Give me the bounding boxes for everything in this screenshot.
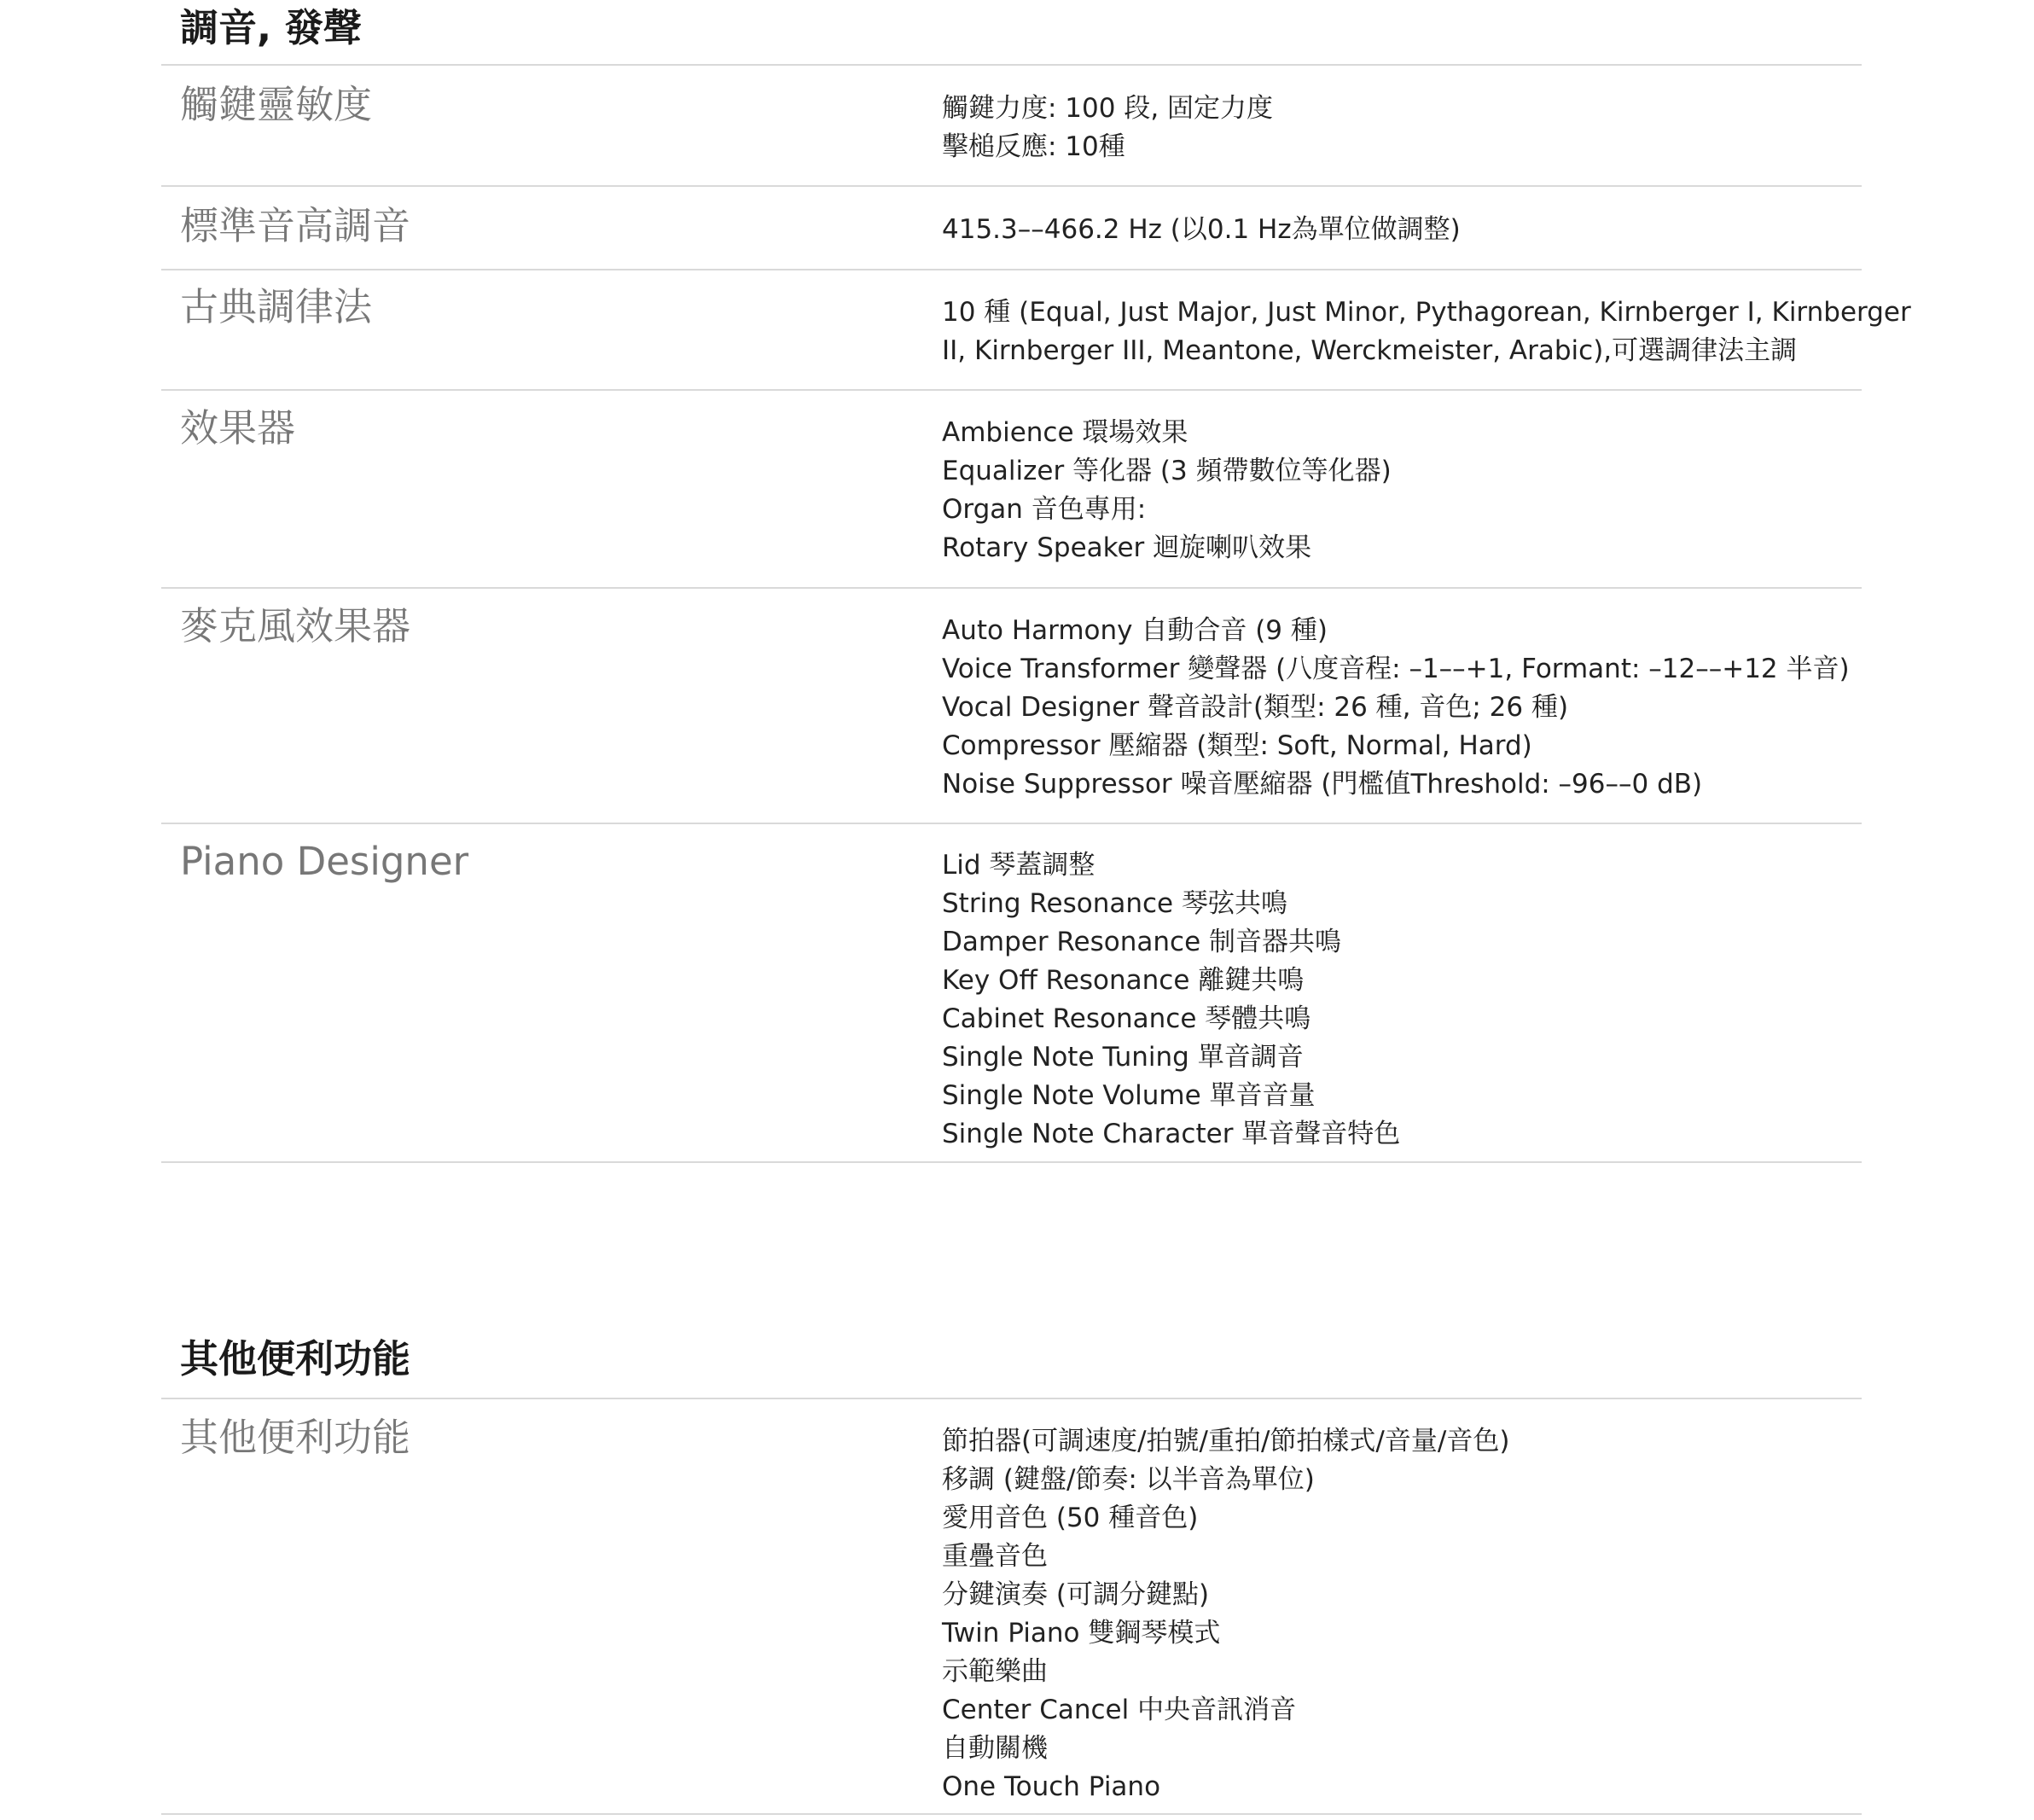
spec-value-line: Ambience 環場效果 — [942, 417, 1188, 448]
spec-value-line: Single Note Character 單音聲音特色 — [942, 1119, 1401, 1149]
spec-value-line: 10 種 (Equal, Just Major, Just Minor, Pythagorean, Kirnberger I, Kirnberger — [942, 297, 1911, 328]
spec-value-line: Voice Transformer 變聲器 (八度音程: –1––+1, Formant: –12––+12 半音) — [942, 654, 1850, 684]
spec-value-line: 415.3––466.2 Hz (以0.1 Hz為單位做調整) — [942, 214, 1461, 245]
divider — [161, 587, 1862, 589]
spec-value-line: Cabinet Resonance 琴體共鳴 — [942, 1003, 1311, 1034]
spec-label-effects: 效果器 — [180, 405, 296, 451]
spec-value-line: Organ 音色專用: — [942, 494, 1147, 525]
spec-value-line: 示範樂曲 — [942, 1656, 1048, 1687]
divider — [161, 64, 1862, 66]
spec-values-temperament — [942, 294, 1911, 370]
spec-values-convenience — [942, 1422, 1846, 1806]
spec-label-master-tuning: 標準音高調音 — [180, 203, 411, 248]
spec-value-line: 分鍵演奏 (可調分鍵點) — [942, 1579, 1210, 1610]
spec-value-line: Vocal Designer 聲音設計(類型: 26 種, 音色; 26 種) — [942, 692, 1569, 723]
spec-values-mic-effects — [942, 612, 1850, 804]
spec-value-line: Noise Suppressor 噪音壓縮器 (門檻值Threshold: –96––0 dB) — [942, 769, 1703, 800]
divider — [161, 1813, 1862, 1815]
spec-value-line: Damper Resonance 制音器共鳴 — [942, 927, 1342, 957]
divider — [161, 185, 1862, 187]
divider — [161, 389, 1862, 391]
spec-value-line: String Resonance 琴弦共鳴 — [942, 888, 1287, 919]
section-title: 調音, 發聲 — [180, 5, 362, 50]
spec-label-temperament: 古典調律法 — [180, 284, 373, 329]
spec-value-line: 觸鍵力度: 100 段, 固定力度 — [942, 93, 1274, 124]
spec-value-line: Single Note Volume 單音音量 — [942, 1080, 1316, 1111]
spec-value-line: Compressor 壓縮器 (類型: Soft, Normal, Hard) — [942, 730, 1532, 761]
divider — [161, 1161, 1862, 1163]
spec-value-line: Auto Harmony 自動合音 (9 種) — [942, 615, 1328, 646]
divider — [161, 269, 1862, 270]
spec-values-piano-designer — [942, 846, 1846, 1154]
spec-label-convenience: 其他便利功能 — [180, 1415, 411, 1460]
spec-value-line: 節拍器(可調速度/拍號/重拍/節拍樣式/音量/音色) — [942, 1426, 1510, 1457]
spec-values-master-tuning — [942, 211, 1846, 249]
spec-values-touch-sensitivity — [942, 90, 1846, 166]
spec-value-line: 愛用音色 (50 種音色) — [942, 1503, 1199, 1533]
section-title: 其他便利功能 — [180, 1336, 411, 1381]
spec-value-line: II, Kirnberger III, Meantone, Werckmeister, Arabic),可選調律法主調 — [942, 335, 1798, 366]
spec-values-effects — [942, 414, 1846, 567]
spec-value-line: Center Cancel 中央音訊消音 — [942, 1695, 1297, 1725]
spec-value-line: Twin Piano 雙鋼琴模式 — [942, 1618, 1221, 1648]
spec-value-line: 自動關機 — [942, 1733, 1048, 1764]
spec-value-line: Equalizer 等化器 (3 頻帶數位等化器) — [942, 456, 1392, 486]
divider — [161, 823, 1862, 824]
spec-value-line: One Touch Piano — [942, 1771, 1161, 1802]
spec-value-line: 擊槌反應: 10種 — [942, 131, 1125, 162]
spec-label-piano-designer: Piano Designer — [180, 839, 469, 884]
spec-label-touch-sensitivity: 觸鍵靈敏度 — [180, 82, 373, 127]
spec-value-line: Lid 琴蓋調整 — [942, 850, 1095, 881]
spec-value-line: Single Note Tuning 單音調音 — [942, 1042, 1304, 1073]
spec-value-line: 移調 (鍵盤/節奏: 以半音為單位) — [942, 1464, 1315, 1495]
spec-value-line: Key Off Resonance 離鍵共鳴 — [942, 965, 1305, 996]
divider — [161, 1398, 1862, 1399]
spec-value-line: 重疊音色 — [942, 1541, 1048, 1572]
spec-label-mic-effects: 麥克風效果器 — [180, 603, 411, 648]
spec-value-line: Rotary Speaker 迴旋喇叭效果 — [942, 532, 1312, 563]
